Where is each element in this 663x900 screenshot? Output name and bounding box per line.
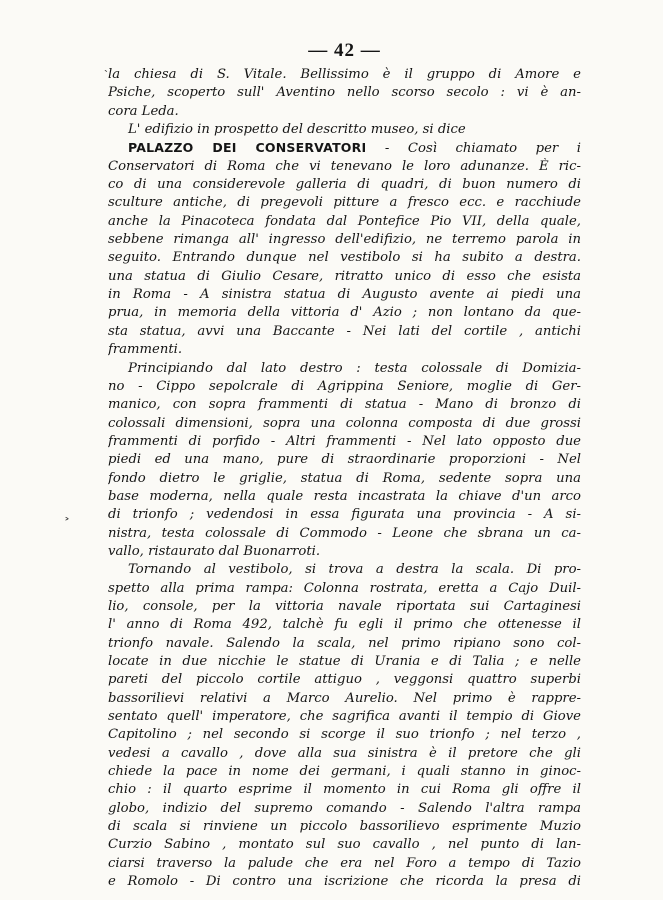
text-line: Conservatori di Roma che vi tenevano le loro adunanze. È ric- (108, 158, 581, 174)
text-line: fondo dietro le griglie, statua di Roma, sedente sopra una (108, 470, 581, 486)
text-line: lio, console, per la vittoria navale riportata sui Cartaginesi (108, 598, 581, 614)
text-line: cora Leda. (108, 103, 179, 119)
text-line: l' anno di Roma 492, talchè fu egli il primo che ottenesse il (108, 617, 581, 633)
margin-mark: ˴ (104, 62, 108, 76)
text-line: co di una considerevole galleria di quadri, di buon numero di (108, 177, 581, 193)
text-line: seguito. Entrando dunque nel vestibolo si ha subito a destra. (108, 250, 581, 266)
text-line: vallo, ristaurato dal Buonarroti. (108, 543, 321, 559)
text-line: piedi ed una mano, pure di straordinarie proporzioni - Nel (108, 452, 581, 468)
text-line: pareti del piccolo cortile attiguo , veggonsi quattro superbi (108, 672, 581, 688)
text-line: frammenti. (108, 342, 183, 358)
text-line: sebbene rimanga all' ingresso dell'edifizio, ne terremo parola in (108, 232, 581, 248)
text-line: spetto alla prima rampa: Colonna rostrata, eretta a Cajo Duil- (108, 580, 581, 596)
text-line: sta statua, avvi una Baccante - Nei lati del cortile , antichi (108, 323, 581, 339)
text-line: e Romolo - Di contro una iscrizione che ricorda la presa di (108, 874, 581, 890)
page-number: — 42 — (308, 40, 381, 61)
text-line: bassorilievi relativi a Marco Aurelio. Nel primo è rappre- (108, 690, 581, 706)
text-line: anche la Pinacoteca fondata dal Pontefice Pio VII, della quale, (108, 213, 581, 229)
margin-mark: ˃ (64, 516, 70, 530)
text-line: ciarsi traverso la palude che era nel Foro a tempo di Tazio (108, 855, 581, 871)
text-line: trionfo navale. Salendo la scala, nel primo ripiano sono col- (108, 635, 581, 651)
text-line: prua, in memoria della vittoria d' Azio ; non lontano da que- (108, 305, 581, 321)
text-line: sentato quell' imperatore, che sagrifica avanti il tempio di Giove (108, 709, 581, 725)
text-line: Curzio Sabino , montato sul suo cavallo , nel punto di lan- (108, 837, 581, 853)
page-body-text (108, 66, 581, 891)
text-line: di trionfo ; vedendosi in essa figurata una provincia - A si- (108, 507, 581, 523)
text-line: globo, indizio del supremo comando - Salendo l'altra rampa (108, 800, 581, 816)
text-line: Psiche, scoperto sull' Aventino nello scorso secolo : vi è an- (108, 85, 581, 101)
text-line: manico, con sopra frammenti di statua - Mano di bronzo di (108, 397, 581, 413)
text-line: sculture antiche, di pregevoli pitture a fresco ecc. e racchiude (108, 195, 581, 211)
text-line: chio : il quarto esprime il momento in cui Roma gli offre il (108, 782, 581, 798)
text-line: base moderna, nella quale resta incastrata la chiave d'un arco (108, 488, 581, 504)
text-line: Principiando dal lato destro : testa colossale di Domizia- (128, 360, 581, 376)
text-line: Capitolino ; nel secondo si scorge il suo trionfo ; nel terzo , (108, 727, 581, 743)
text-line (108, 139, 581, 157)
text-line: frammenti di porfido - Altri frammenti - Nel lato opposto due (108, 433, 581, 449)
text-line: nistra, testa colossale di Commodo - Leone che sbrana un ca- (108, 525, 581, 541)
text-line: chiede la pace in nome dei germani, i quali stanno in ginoc- (108, 764, 581, 780)
text-line: colossali dimensioni, sopra una colonna composta di due grossi (108, 415, 581, 431)
text-line: di scala si rinviene un piccolo bassorilievo esprimente Muzio (108, 819, 581, 835)
text-line: Tornando al vestibolo, si trova a destra la scala. Di pro- (128, 562, 581, 578)
text-line: la chiesa di S. Vitale. Bellissimo è il gruppo di Amore e (108, 67, 581, 82)
section-heading: PALAZZO DEI CONSERVATORI (128, 140, 367, 156)
heading-line-text: - Così chiamato per i (366, 141, 581, 157)
text-line: vedesi a cavallo , dove alla sua sinistra è il pretore che gli (108, 745, 581, 761)
text-line: in Roma - A sinistra statua di Augusto avente ai piedi una (108, 287, 581, 303)
text-line: locate in due nicchie le statue di Urania e di Talia ; e nelle (108, 654, 581, 669)
text-line: L' edifizio in prospetto del descritto museo, si dice (128, 122, 466, 138)
text-line: una statua di Giulio Cesare, ritratto unico di esso che esista (108, 268, 581, 284)
text-line: no - Cippo sepolcrale di Agrippina Seniore, moglie di Ger- (108, 378, 581, 394)
